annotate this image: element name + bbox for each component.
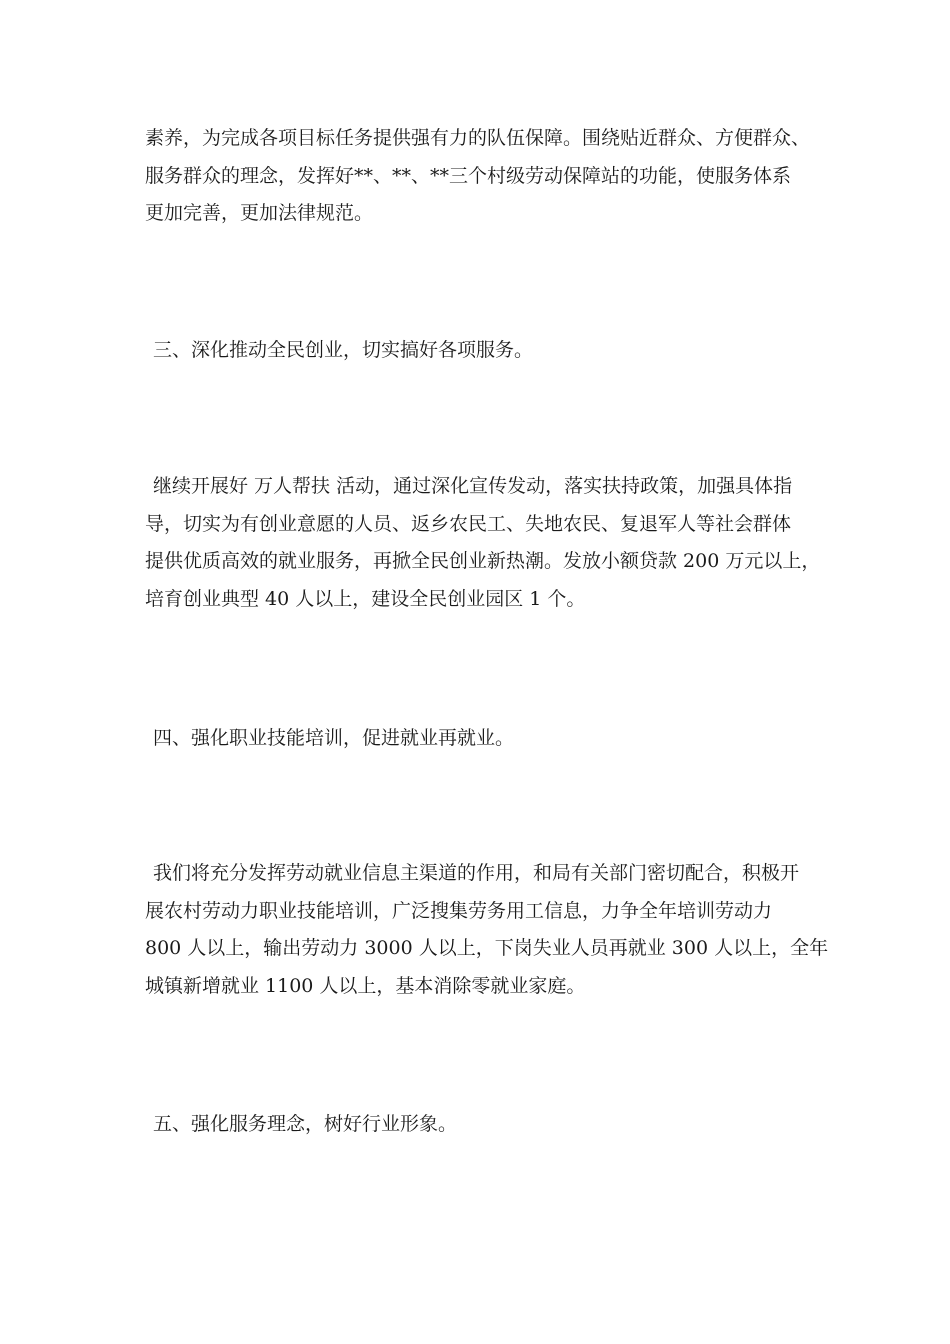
heading-text: 五、强化服务理念，树好行业形象。 [153,1113,458,1135]
section-heading-4 [145,720,825,758]
paragraph-line: 提供优质高效的就业服务，再掀全民创业新热潮。发放小额贷款 200 万元以上， [145,550,821,572]
heading-text: 三、深化推动全民创业，切实搞好各项服务。 [153,339,534,361]
paragraph-vocational-training [145,855,829,1005]
section-heading-5 [145,1106,825,1144]
paragraph-line: 城镇新增就业 1100 人以上，基本消除零就业家庭。 [145,974,586,997]
paragraph-line: 继续开展好 万人帮扶 活动，通过深化宣传发动，落实扶持政策，加强具体指 [153,475,793,497]
paragraph-line: 800 人以上，输出劳动力 3000 人以上，下岗失业人员再就业 300 人以上，全年 [145,937,829,959]
paragraph-team-building [145,120,825,233]
paragraph-line: 素养，为完成各项目标任务提供强有力的队伍保障。围绕贴近群众、方便群众、 [145,127,811,149]
paragraph-entrepreneurship [145,468,825,618]
paragraph-line: 导，切实为有创业意愿的人员、返乡农民工、失地农民、复退军人等社会群体 [145,512,792,535]
section-heading-3 [145,332,825,370]
paragraph-line: 更加完善，更加法律规范。 [145,202,374,224]
paragraph-line: 展农村劳动力职业技能培训，广泛搜集劳务用工信息，力争全年培训劳动力 [145,899,773,922]
paragraph-line: 我们将充分发挥劳动就业信息主渠道的作用，和局有关部门密切配合，积极开 [153,862,800,884]
heading-text: 四、强化职业技能培训，促进就业再就业。 [153,727,515,749]
paragraph-line: 服务群众的理念，发挥好**、**、**三个村级劳动保障站的功能，使服务体系 [145,164,792,187]
paragraph-line: 培育创业典型 40 人以上，建设全民创业园区 1 个。 [145,587,586,610]
